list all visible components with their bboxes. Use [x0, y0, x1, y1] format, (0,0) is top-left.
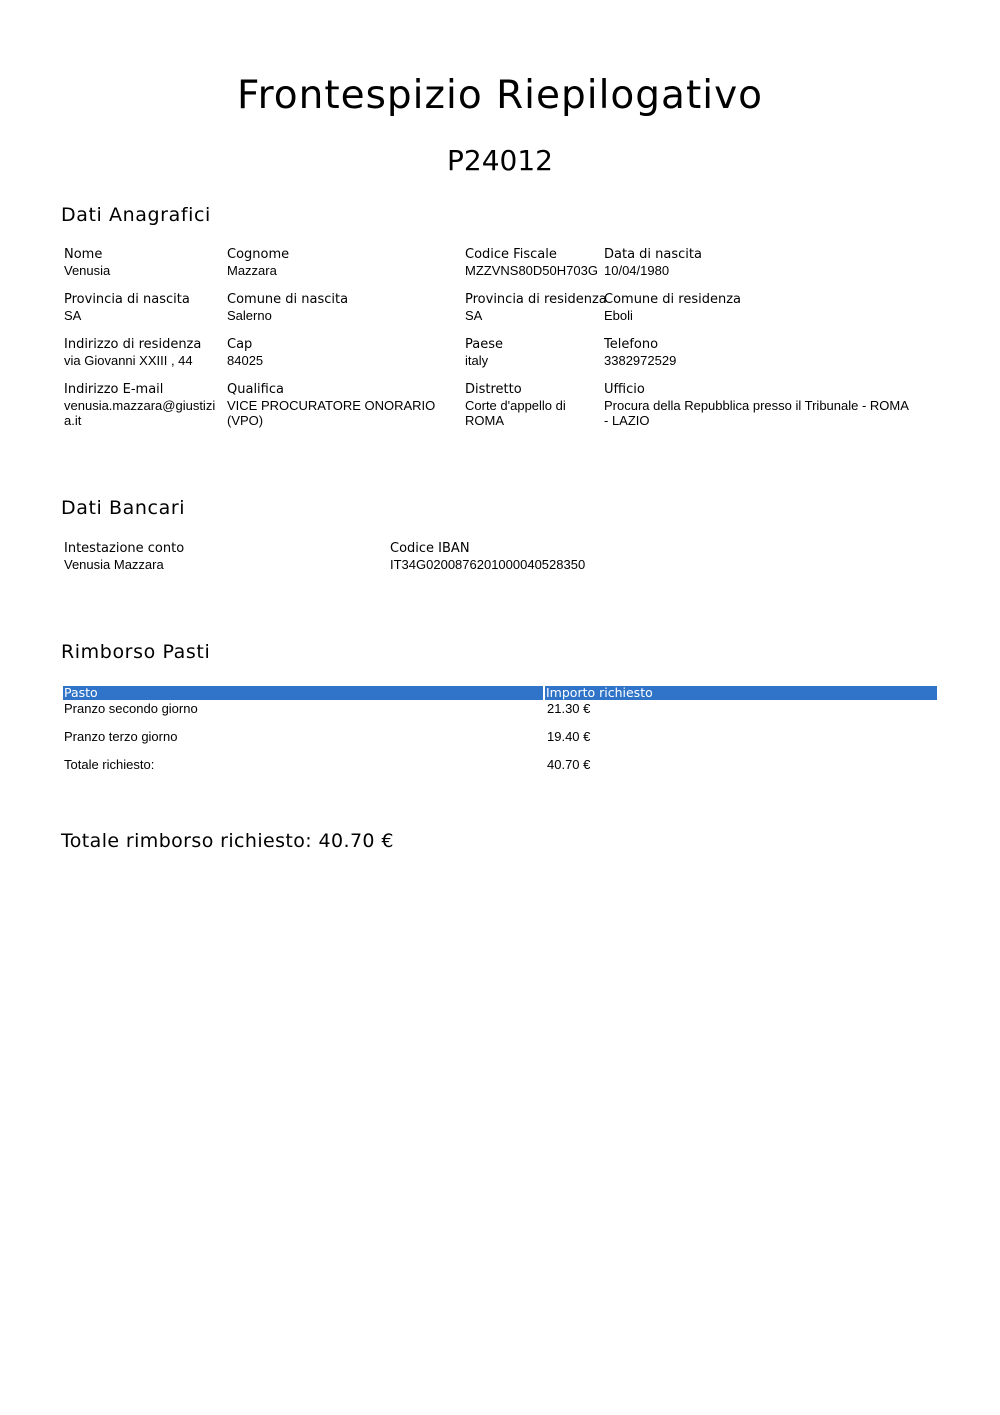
field-data-nascita — [604, 246, 934, 278]
section-title-bancari: Dati Bancari — [61, 497, 186, 519]
field-cap — [227, 336, 457, 368]
cell-importo: 19.40 € — [547, 729, 591, 744]
field-distretto — [465, 381, 595, 428]
field-label: Paese — [465, 337, 503, 352]
field-label: Indirizzo E-mail — [64, 382, 164, 397]
field-label: Codice Fiscale — [465, 247, 557, 262]
field-codice-iban — [390, 540, 790, 572]
section-title-anagrafici: Dati Anagrafici — [61, 204, 211, 226]
field-label: Provincia di nascita — [64, 292, 190, 307]
field-comune-residenza — [604, 291, 934, 323]
field-value: MZZVNS80D50H703G — [465, 263, 598, 278]
field-label: Nome — [64, 247, 103, 262]
field-label: Indirizzo di residenza — [64, 337, 202, 352]
field-email — [64, 381, 224, 428]
field-nome — [64, 246, 224, 278]
table-row-total — [64, 757, 937, 773]
cell-pasto: Totale richiesto: — [64, 757, 155, 772]
cell-pasto: Pranzo secondo giorno — [64, 701, 198, 716]
table-row — [64, 729, 937, 745]
field-value: italy — [465, 353, 489, 368]
field-label: Data di nascita — [604, 247, 702, 262]
field-value: SA — [465, 308, 483, 323]
field-intestazione-conto — [64, 540, 364, 572]
cell-pasto: Pranzo terzo giorno — [64, 729, 178, 744]
field-label: Provincia di residenza — [465, 292, 607, 307]
field-provincia-nascita — [64, 291, 224, 323]
field-value: Salerno — [227, 308, 272, 323]
page-title: Frontespizio Riepilogativo — [236, 73, 764, 118]
field-label: Telefono — [604, 337, 659, 352]
field-label: Cognome — [227, 247, 290, 262]
practice-code: P24012 — [447, 144, 553, 177]
field-label: Codice IBAN — [390, 541, 470, 556]
field-value: Eboli — [604, 308, 633, 323]
field-value: IT34G0200876201000040528350 — [390, 557, 586, 572]
field-value: Procura della Repubblica presso il Tribunale - ROMA - LAZIO — [604, 398, 909, 428]
field-label: Distretto — [465, 382, 522, 397]
field-value: Venusia — [64, 263, 111, 278]
field-label: Ufficio — [604, 382, 645, 397]
field-value: Corte d'appello di ROMA — [465, 398, 566, 428]
section-title-pasti: Rimborso Pasti — [61, 641, 211, 663]
field-paese — [465, 336, 602, 368]
field-ufficio — [604, 381, 916, 428]
field-telefono — [604, 336, 934, 368]
field-cognome — [227, 246, 457, 278]
field-value: via Giovanni XXIII , 44 — [64, 353, 193, 368]
field-provincia-residenza — [465, 291, 607, 323]
field-qualifica — [227, 381, 447, 428]
table-row — [64, 701, 937, 717]
field-value: SA — [64, 308, 82, 323]
field-codice-fiscale — [465, 246, 602, 278]
field-label: Comune di nascita — [227, 292, 349, 307]
field-indirizzo-residenza — [64, 336, 224, 368]
field-comune-nascita — [227, 291, 457, 323]
meals-table-header — [63, 686, 937, 700]
field-value: 84025 — [227, 353, 264, 368]
field-label: Comune di residenza — [604, 292, 742, 307]
cell-importo: 21.30 € — [547, 701, 591, 716]
field-label: Cap — [227, 337, 253, 352]
field-value: Mazzara — [227, 263, 277, 278]
column-header-importo: Importo richiesto — [545, 686, 937, 700]
column-header-pasto: Pasto — [63, 686, 543, 700]
field-value: 3382972529 — [604, 353, 677, 368]
cell-importo: 40.70 € — [547, 757, 591, 772]
field-label: Intestazione conto — [64, 541, 185, 556]
field-value: venusia.mazzara@giustizia.it — [64, 398, 216, 428]
field-value: VICE PROCURATORE ONORARIO (VPO) — [227, 398, 436, 428]
field-value: 10/04/1980 — [604, 263, 670, 278]
field-label: Qualifica — [227, 382, 284, 397]
field-value: Venusia Mazzara — [64, 557, 164, 572]
grand-total: Totale rimborso richiesto: 40.70 € — [61, 830, 394, 852]
